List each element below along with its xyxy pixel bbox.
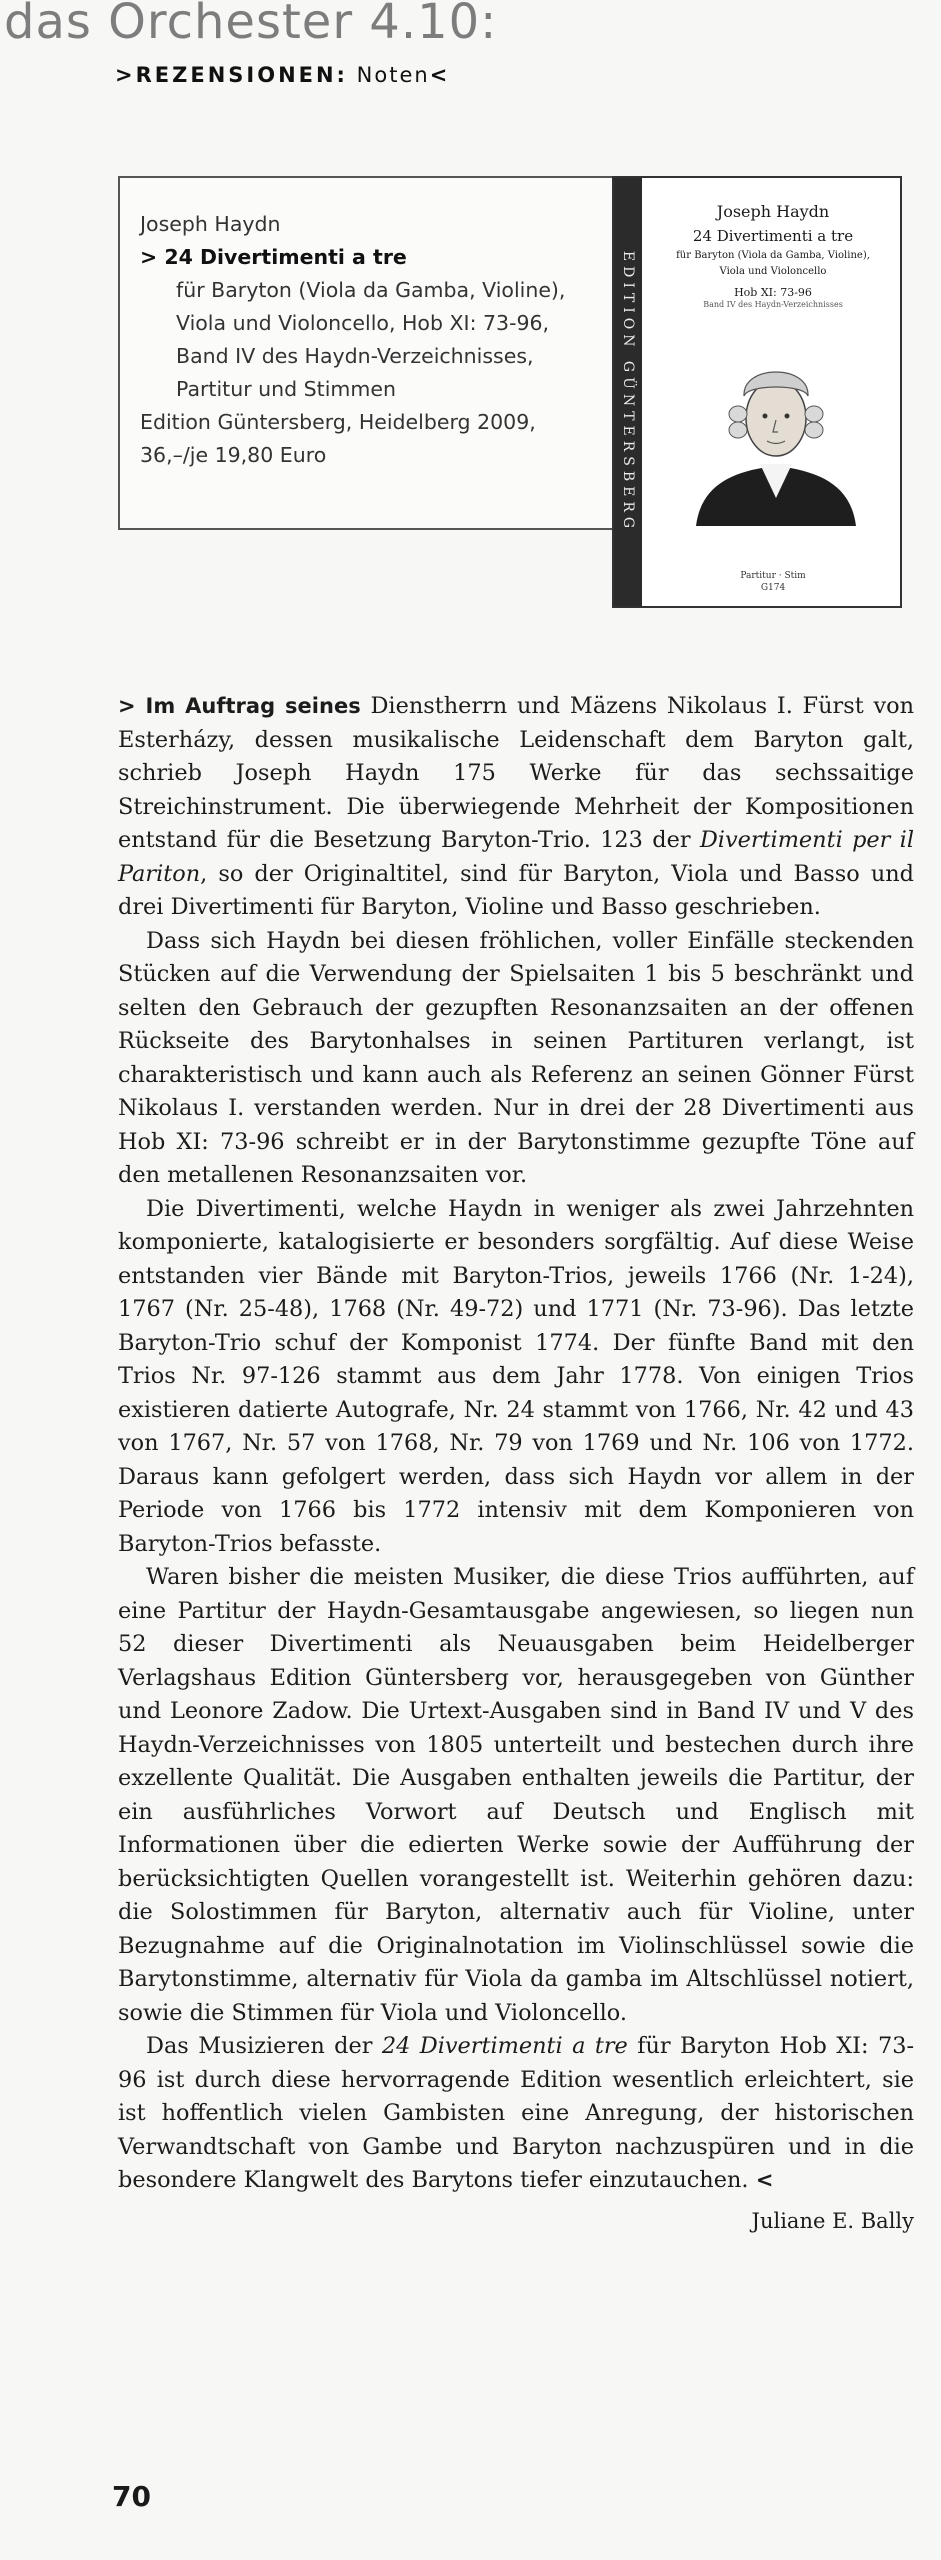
work-title: > 24 Divertimenti a tre [140,245,407,269]
article-paragraph: Waren bisher die meisten Musiker, die diese Trios aufführten, auf eine Partitur der Haydn-Gesamtausgabe angewiesen, so liegen nun 52 dieser Divertimenti als Neuausgaben beim Heidelberger Verlagshaus Edition Güntersberg vor, herausgegeben von Günther und Leonore Zadow. Die Urtext-Ausgaben sind in Band IV und V des Haydn-Verzeichnisses von 1805 unterteilt und bestechen durch ihre exzellente Qualität. Die Ausgaben enthalten jeweils die Partitur, der ein ausführliches Vorwort auf Deutsch und Englisch mit Informationen über die edierten Werke sowie der Aufführung der berücksichtigten Quellen vorangestellt ist. Weiterhin gehören dazu: die Solostimmen für Baryton, alternativ auch für Violine, unter Bezugnahme auf die Originalnotation im Violinschlüssel sowie die Barytonstimme, alternativ für Viola da gamba im Altschlüssel notiert, sowie die Stimmen für Viola und Violoncello. [118,1564,914,2026]
article-lead: > Im Auftrag seines [118,694,361,718]
article-paragraph [118,690,914,925]
cover-edition-number: G174 [760,583,786,593]
work-price: 36,–/je 19,80 Euro [140,443,327,467]
section-title: REZENSIONEN: [135,63,348,87]
article-text: Das Musizieren der [146,2033,382,2059]
section-label [115,62,450,88]
author-signature: Juliane E. Bally [751,2209,914,2233]
masthead: das Orchester 4.10: [4,0,498,50]
work-author: Joseph Haydn [140,212,281,236]
cover-spine-text: EDITION GÜNTERSBERG [620,250,636,534]
page-number: 70 [112,2480,151,2513]
cover-volume: Band IV des Haydn-Verzeichnisses [703,300,843,309]
article-text: für Baryton Hob XI: 73-96 ist durch diese hervorragende Edition wesentlich erleichtert, sie ist hoffentlich vielen Gambisten eine Anregung, der historischen Verwandtschaft von Gambe und Baryton nachzuspüren und in die besondere Klangwelt des Barytons tiefer einzutauchen. [118,2033,915,2193]
work-description-line: für Baryton (Viola da Gamba, Violine), [176,278,566,302]
cover-title: 24 Divertimenti a tre [692,227,854,245]
work-description-line: Band IV des Haydn-Verzeichnisses, [176,344,534,368]
article-paragraph [118,2030,914,2198]
article-text: , so der Originaltitel, sind für Baryton, Viola und Basso und drei Divertimenti für Baryton, Violine und Basso geschrieben. [118,860,914,920]
article-emphasis: 24 Divertimenti a tre [381,2033,628,2059]
work-description-line: Viola und Violoncello, Hob XI: 73-96, [176,311,550,335]
cover-catalogue-number: Hob XI: 73-96 [734,286,812,299]
article-end-mark: < [748,2168,774,2192]
work-publisher: Edition Güntersberg, Heidelberg 2009, [140,410,536,434]
score-cover-image [612,176,902,608]
article-paragraph: Die Divertimenti, welche Haydn in weniger als zwei Jahrzehnten komponierte, katalogisierte er besonders sorgfältig. Auf diese Weise entstanden vier Bände mit Baryton-Trios, jeweils 1766 (Nr. 1-24), 1767 (Nr. 25-48), 1768 (Nr. 49-72) und 1771 (Nr. 73-96). Das letzte Baryton-Trio schuf der Komponist 1774. Der fünfte Band mit den Trios Nr. 97-126 stammt aus dem Jahr 1778. Von einigen Trios existieren datierte Autografe, Nr. 24 stammt von 1766, Nr. 42 und 43 von 1767, Nr. 57 von 1768, Nr. 79 von 1769 und Nr. 106 von 1772. Daraus kann gefolgert werden, dass sich Haydn vor allem in der Periode von 1766 bis 1772 intensiv mit dem Komponieren von Baryton-Trios befasste. [118,1195,914,1557]
section-subtitle: Noten [356,63,430,87]
cover-author: Joseph Haydn [716,202,830,221]
article-paragraph: Dass sich Haydn bei diesen fröhlichen, voller Einfälle steckenden Stücken auf die Verwendung der Spielsaiten 1 bis 5 beschränkt und selten den Gebrauch der gezupften Resonanzsaiten an der offenen Rückseite des Barytonhalses in seinen Partituren verlangt, ist charakteristisch und kann auch als Referenz an seinen Gönner Fürst Nikolaus I. verstanden werden. Nur in drei der 28 Divertimenti aus Hob XI: 73-96 schreibt er in der Barytonstimme gezupfte Töne auf den metallenen Resonanzsaiten vor. [118,927,914,1188]
cover-subtitle: Viola und Violoncello [719,266,827,277]
section-suffix: < [429,63,451,87]
work-description-line: Partitur und Stimmen [176,377,396,401]
review-article [118,690,915,2233]
cover-spine [614,178,642,606]
section-prefix: > [115,63,136,87]
review-info-box [118,176,622,530]
article-emphasis: Divertimenti per il Pariton [118,827,914,887]
cover-subtitle: für Baryton (Viola da Gamba, Violine), [676,250,870,261]
haydn-portrait-icon [676,326,876,526]
cover-edition-note: Partitur · Stim [740,571,806,581]
article-text: Dienstherrn und Mäzens Nikolaus I. Fürst von Esterházy, dessen musikalische Leidenschaft dem Baryton galt, schrieb Joseph Haydn 175 Werke für das sechssaitige Streichinstrument. Die überwiegende Mehrheit der Kompositionen entstand für die Besetzung Baryton-Trio. 123 der [118,693,915,853]
